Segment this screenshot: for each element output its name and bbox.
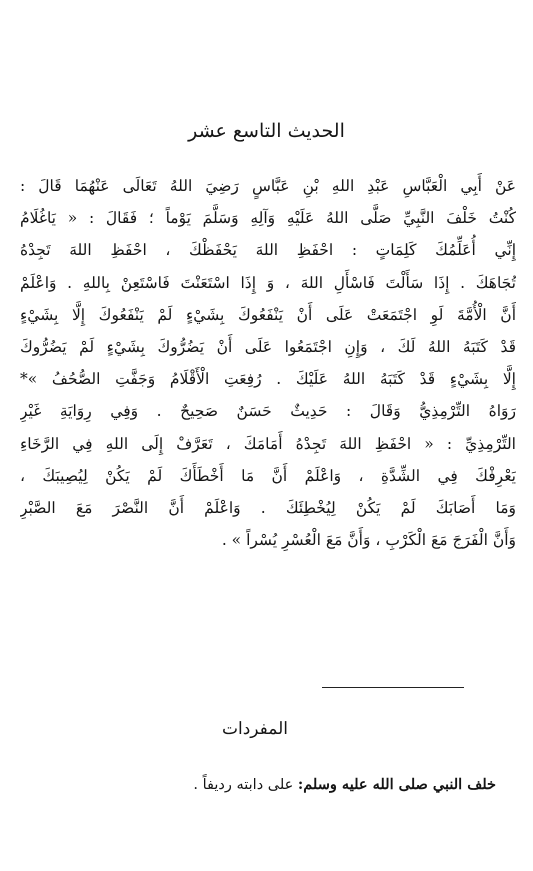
hadith-line: وَمَا أَصَابَكَ لَمْ يَكُنْ لِيُخْطِئَكَ . وَاعْلَمْ أَنَّ النَّصْرَ مَعَ الصَّبْرِ xyxy=(20,498,516,517)
hadith-line: قَدْ كَتَبَهُ اللهُ لَكَ ، وَإِنِ اجْتَمَعُوا عَلَى أَنْ يَضُرُّوكَ بِشَيْءٍ لَمْ يَضُرُّوكَ xyxy=(20,337,516,356)
hadith-text xyxy=(20,170,516,556)
hadith-title: الحديث التاسع عشر xyxy=(188,120,345,142)
hadith-line: عَنْ أَبِي الْعَبَّاسِ عَبْدِ اللهِ بْنِ عَبَّاسٍ رَضِيَ اللهُ تَعَالَى عَنْهُمَا قَالَ : xyxy=(20,177,516,195)
vocabulary-heading: المفردات xyxy=(221,719,288,739)
vocabulary-definition: على دابته رديفاً . xyxy=(193,777,298,793)
hadith-line: كُنْتُ خَلْفَ النَّبِيِّ صَلَّى اللهُ عَلَيْهِ وَآلِهِ وَسَلَّمَ يَوْماً ؛ فَقَالَ : « يَاغُلَامُ xyxy=(20,209,516,228)
hadith-line: رَوَاهُ التِّرْمِذِيُّ وَقَالَ : حَدِيثٌ حَسَنٌ صَحِيحٌ . وَفِي رِوَايَةِ غَيْرِ xyxy=(20,402,516,421)
hadith-line: يَعْرِفْكَ فِي الشِّدَّةِ ، وَاعْلَمْ أَنَّ مَا أَخْطَأَكَ لَمْ يَكُنْ لِيُصِيبَكَ ، xyxy=(20,466,516,485)
vocabulary-term: خلف النبي صلى الله عليه وسلم: xyxy=(297,776,496,793)
section-divider xyxy=(322,687,464,688)
vocabulary-entry xyxy=(60,770,496,800)
hadith-line: أَنَّ الْأُمَّةَ لَوِ اجْتَمَعَتْ عَلَى أَنْ يَنْفَعُوكَ بِشَيْءٍ لَمْ يَنْفَعُوكَ إِلَّا بِشَيْءٍ xyxy=(20,305,516,324)
hadith-line: تُجَاهَكَ . إِذَا سَأَلْتَ فَاسْأَلِ اللهَ ، وَ إِذَا اسْتَعَنْتَ فَاسْتَعِنْ بِاللهِ . وَاعْلَمْ xyxy=(20,273,516,292)
hadith-line: التِّرْمِذِيِّ : « احْفَظِ اللهَ تَجِدْهُ أَمَامَكَ ، تَعَرَّفْ إِلَى اللهِ فِي الرَّخَاءِ xyxy=(20,434,516,453)
hadith-line: إِنِّي أُعَلِّمُكَ كَلِمَاتٍ : احْفَظِ اللهَ يَحْفَظْكَ ، احْفَظِ اللهَ تَجِدْهُ xyxy=(20,241,516,260)
hadith-line: إِلَّا بِشَيْءٍ قَدْ كَتَبَهُ اللهُ عَلَيْكَ . رُفِعَتِ الْأَقْلَامُ وَجَفَّتِ الصُّحُفُ »* xyxy=(20,370,516,389)
hadith-line: وَأَنَّ الْفَرَجَ مَعَ الْكَرْبِ ، وَأَنَّ مَعَ الْعُسْرِ يُسْراً » . xyxy=(221,531,516,550)
